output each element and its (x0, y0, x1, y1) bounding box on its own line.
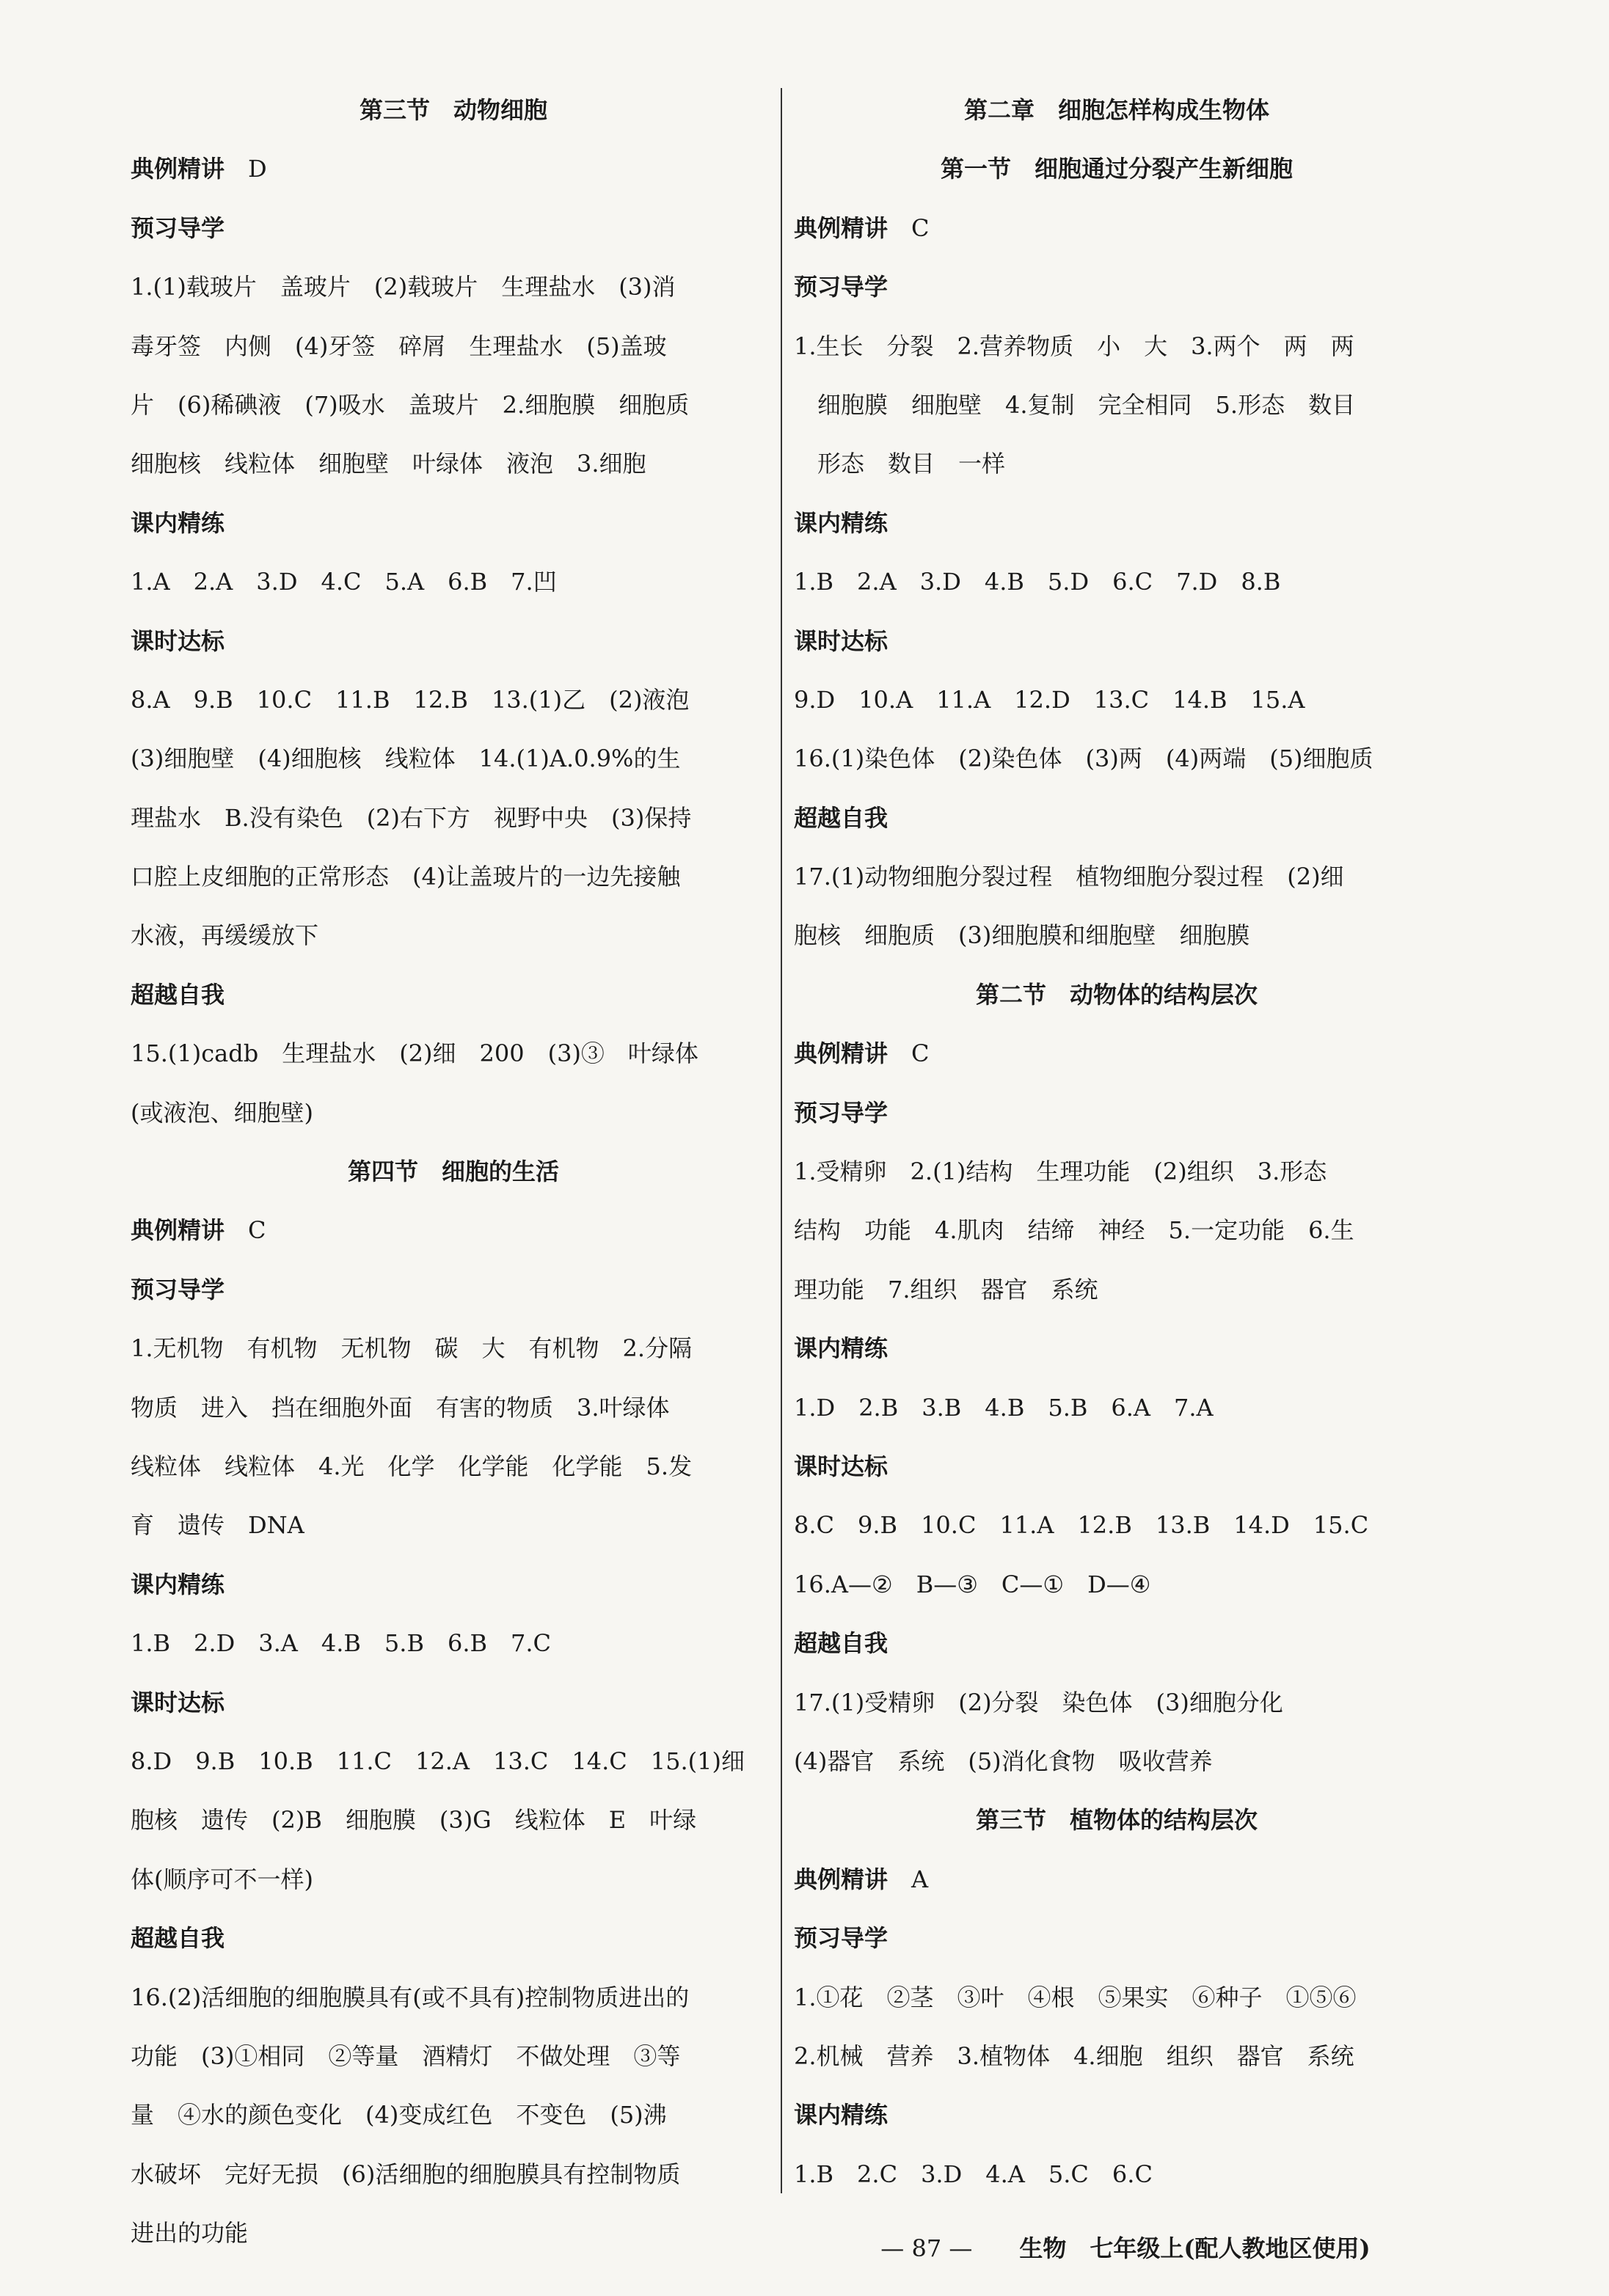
answer-value: C (911, 1039, 930, 1068)
subsection-label: 典例精讲 (131, 155, 225, 183)
subsection-label: 典例精讲 (794, 1039, 889, 1068)
example-answer-line (131, 1201, 776, 1259)
answer-line: 水液，再缓缓放下 (131, 921, 319, 950)
subsection-label: 典例精讲 (131, 1216, 225, 1245)
answer-line: 8.A 9.B 10.C 11.B 12.B 13.(1)乙 (2)液泡 (131, 685, 690, 714)
answer-line: 1.B 2.C 3.D 4.A 5.C 6.C (794, 2160, 1153, 2188)
answer-line: 物质 进入 挡在细胞外面 有害的物质 3.叶绿体 (131, 1393, 670, 1422)
answer-line: 形态 数目 一样 (794, 450, 1006, 478)
answer-line: 16.A—② B—③ C—① D—④ (794, 1570, 1151, 1598)
answer-line: 片 (6)稀碘液 (7)吸水 盖玻片 2.细胞膜 细胞质 (131, 390, 690, 419)
answer-line: (4)器官 系统 (5)消化食物 吸收营养 (794, 1747, 1213, 1775)
answer-line: 体(顺序可不一样) (131, 1865, 313, 1893)
answer-line: 1.生长 分裂 2.营养物质 小 大 3.两个 两 两 (794, 332, 1354, 360)
subsection-label: 超越自我 (131, 1924, 225, 1953)
answer-line: 口腔上皮细胞的正常形态 (4)让盖玻片的一边先接触 (131, 863, 681, 891)
page-number: — 87 — (880, 2234, 973, 2262)
page-footer (864, 2202, 1371, 2264)
answer-line: 量 ④水的颜色变化 (4)变成红色 不变色 (5)沸 (131, 2101, 667, 2129)
subsection-label: 典例精讲 (794, 213, 889, 242)
subsection-label: 预习导学 (131, 1275, 225, 1304)
answer-line: 1.(1)载玻片 盖玻片 (2)载玻片 生理盐水 (3)消 (131, 273, 676, 301)
answer-line: 2.机械 营养 3.植物体 4.细胞 组织 器官 系统 (794, 2041, 1354, 2070)
answer-line: 胞核 遗传 (2)B 细胞膜 (3)G 线粒体 E 叶绿 (131, 1806, 697, 1835)
section-heading: 第三节 动物细胞 (359, 96, 547, 124)
subsection-label: 典例精讲 (794, 1865, 889, 1893)
answer-line: 胞核 细胞质 (3)细胞膜和细胞壁 细胞膜 (794, 921, 1250, 950)
answer-line: 17.(1)受精卵 (2)分裂 染色体 (3)细胞分化 (794, 1688, 1283, 1716)
subsection-label: 预习导学 (131, 213, 225, 242)
answer-line: 水破坏 完好无损 (6)活细胞的细胞膜具有控制物质 (131, 2160, 681, 2188)
left-column (131, 81, 776, 2262)
answer-line: 1.B 2.A 3.D 4.B 5.D 6.C 7.D 8.B (794, 568, 1281, 596)
answer-value: C (248, 1216, 266, 1245)
answer-line: 9.D 10.A 11.A 12.D 13.C 14.B 15.A (794, 685, 1305, 714)
section-heading: 第四节 细胞的生活 (347, 1158, 559, 1186)
example-answer-line (794, 199, 1440, 257)
example-answer-line (794, 1024, 1440, 1083)
answer-value: D (248, 155, 267, 183)
subsection-label: 预习导学 (794, 1098, 889, 1127)
answer-line: 1.受精卵 2.(1)结构 生理功能 (2)组织 3.形态 (794, 1158, 1327, 1186)
subsection-label: 课内精练 (794, 508, 889, 537)
answer-line: 16.(1)染色体 (2)染色体 (3)两 (4)两端 (5)细胞质 (794, 745, 1373, 773)
right-column (794, 81, 1440, 2204)
subsection-label: 课内精练 (794, 2101, 889, 2129)
answer-line: 理功能 7.组织 器官 系统 (794, 1275, 1098, 1304)
answer-value: C (911, 213, 930, 242)
subsection-label: 课时达标 (131, 626, 225, 655)
subsection-label: 课内精练 (131, 1570, 225, 1598)
subsection-label: 课内精练 (794, 1334, 889, 1363)
book-subject: 生物 七年级上(配人教地区使用) (1019, 2234, 1371, 2262)
subsection-label: 课内精练 (131, 508, 225, 537)
section-heading: 第二章 细胞怎样构成生物体 (963, 96, 1269, 124)
subsection-label: 超越自我 (131, 980, 225, 1009)
answer-line: 细胞核 线粒体 细胞壁 叶绿体 液泡 3.细胞 (131, 450, 646, 478)
answer-line: (或液泡、细胞壁) (131, 1098, 313, 1127)
answer-line: 功能 (3)①相同 ②等量 酒精灯 不做处理 ③等 (131, 2041, 681, 2070)
column-divider (781, 88, 782, 2193)
answer-line: 毒牙签 内侧 (4)牙签 碎屑 生理盐水 (5)盖玻 (131, 332, 667, 360)
answer-line: 1.A 2.A 3.D 4.C 5.A 6.B 7.凹 (131, 568, 557, 596)
answer-line: 线粒体 线粒体 4.光 化学 化学能 化学能 5.发 (131, 1452, 693, 1480)
answer-line: 16.(2)活细胞的细胞膜具有(或不具有)控制物质进出的 (131, 1983, 690, 2011)
answer-line: 15.(1)cadb 生理盐水 (2)细 200 (3)③ 叶绿体 (131, 1039, 698, 1068)
answer-line: 结构 功能 4.肌肉 结缔 神经 5.一定功能 6.生 (794, 1216, 1354, 1245)
answer-line: 理盐水 B.没有染色 (2)右下方 视野中央 (3)保持 (131, 803, 692, 832)
section-heading: 第三节 植物体的结构层次 (975, 1806, 1258, 1835)
answer-line: 1.①花 ②茎 ③叶 ④根 ⑤果实 ⑥种子 ①⑤⑥ (794, 1983, 1357, 2011)
subsection-label: 课时达标 (794, 1452, 889, 1480)
subsection-label: 超越自我 (794, 803, 889, 832)
section-heading: 第二节 动物体的结构层次 (975, 980, 1258, 1009)
section-heading: 第一节 细胞通过分裂产生新细胞 (940, 155, 1293, 183)
subsection-label: 课时达标 (794, 626, 889, 655)
subsection-label: 预习导学 (794, 1924, 889, 1953)
answer-line: 进出的功能 (131, 2219, 249, 2248)
example-answer-line (794, 1850, 1440, 1909)
answer-line: 8.C 9.B 10.C 11.A 12.B 13.B 14.D 15.C (794, 1511, 1369, 1540)
answer-line: (3)细胞壁 (4)细胞核 线粒体 14.(1)A.0.9%的生 (131, 745, 681, 773)
answer-line: 8.D 9.B 10.B 11.C 12.A 13.C 14.C 15.(1)细 (131, 1747, 745, 1775)
answer-line: 1.B 2.D 3.A 4.B 5.B 6.B 7.C (131, 1629, 552, 1658)
answer-line: 1.D 2.B 3.B 4.B 5.B 6.A 7.A (794, 1393, 1214, 1422)
subsection-label: 预习导学 (794, 273, 889, 301)
subsection-label: 超越自我 (794, 1629, 889, 1658)
example-answer-line (131, 139, 776, 198)
subsection-label: 课时达标 (131, 1688, 225, 1716)
answer-line: 1.无机物 有机物 无机物 碳 大 有机物 2.分隔 (131, 1334, 693, 1363)
answer-line: 育 遗传 DNA (131, 1511, 304, 1540)
answer-value: A (911, 1865, 929, 1893)
answer-line: 17.(1)动物细胞分裂过程 植物细胞分裂过程 (2)细 (794, 863, 1344, 891)
answer-line: 细胞膜 细胞壁 4.复制 完全相同 5.形态 数目 (794, 390, 1356, 419)
